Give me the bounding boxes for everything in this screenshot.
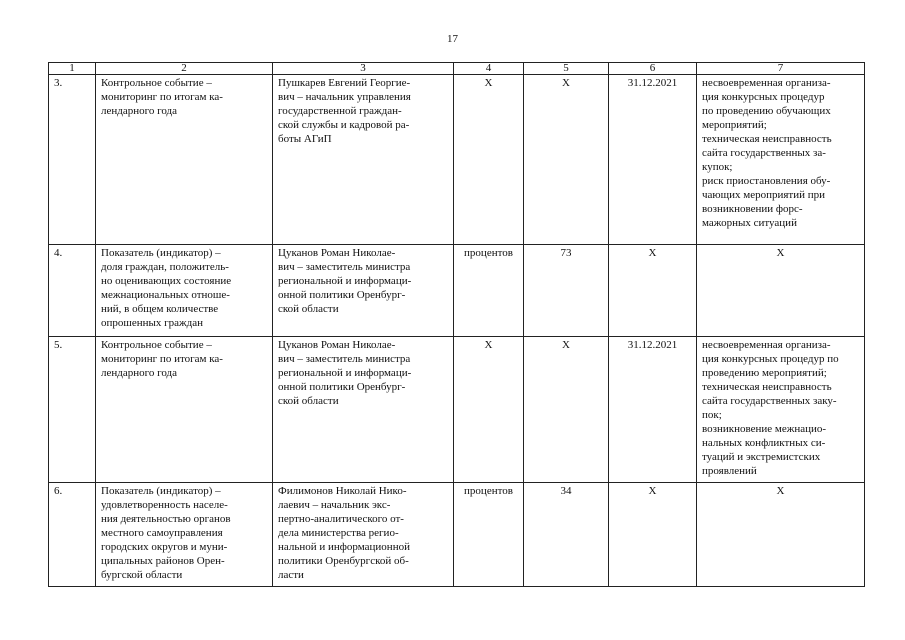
row-number-cell: 5. (49, 337, 96, 483)
event-name-cell (96, 75, 273, 245)
responsible-cell-line: Пушкарев Евгений Георгие- (278, 77, 411, 89)
risks-cell-line: по проведению обучающих (702, 105, 831, 117)
responsible-cell-line: политики Оренбургской об- (278, 555, 409, 567)
header-col-2: 2 (96, 63, 273, 75)
responsible-cell-line: ской службы и кадровой ра- (278, 119, 410, 131)
responsible-cell-line: вич – заместитель министра (278, 353, 411, 365)
unit-cell: Х (454, 75, 524, 245)
unit-cell: процентов (454, 483, 524, 587)
responsible-cell-line: Филимонов Николай Нико- (278, 485, 407, 497)
event-name-cell-line: местного самоуправления (101, 527, 223, 539)
header-col-3: 3 (273, 63, 454, 75)
event-name-cell-line: ния деятельностью органов (101, 513, 231, 525)
risks-cell (697, 483, 865, 587)
table-row (49, 337, 865, 483)
header-col-1: 1 (49, 63, 96, 75)
event-name-cell-line: ципальных районов Орен- (101, 555, 225, 567)
responsible-cell-line: пертно-аналитического от- (278, 513, 404, 525)
responsible-cell-line: региональной и информаци- (278, 367, 412, 379)
header-col-5: 5 (524, 63, 609, 75)
event-name-cell-line: Контрольное событие – (101, 339, 212, 351)
responsible-cell-line: лаевич – начальник экс- (278, 499, 391, 511)
responsible-cell-line: ласти (278, 569, 304, 581)
event-name-cell-line: Контрольное событие – (101, 77, 212, 89)
date-cell: 31.12.2021 (609, 75, 697, 245)
date-cell: 31.12.2021 (609, 337, 697, 483)
responsible-cell (273, 75, 454, 245)
risks-cell-line: купок; (702, 161, 733, 173)
header-row (49, 63, 865, 75)
event-name-cell (96, 337, 273, 483)
unit-cell: Х (454, 337, 524, 483)
event-name-cell-line: городских округов и муни- (101, 541, 228, 553)
header-col-4: 4 (454, 63, 524, 75)
responsible-cell (273, 337, 454, 483)
event-name-cell-line: мониторинг по итогам ка- (101, 91, 223, 103)
responsible-cell-line: ской области (278, 395, 339, 407)
risks-cell-line: проведению мероприятий; (702, 367, 827, 379)
event-name-cell-line: ний, в общем количестве (101, 303, 219, 315)
event-name-cell (96, 483, 273, 587)
value-cell: 73 (524, 245, 609, 337)
responsible-cell-line: дела министерства регио- (278, 527, 399, 539)
responsible-cell-line: региональной и информаци- (278, 275, 412, 287)
table-body (49, 75, 865, 587)
row-number-cell: 4. (49, 245, 96, 337)
risks-cell-line: мероприятий; (702, 119, 767, 131)
table-row (49, 245, 865, 337)
responsible-cell-line: ской области (278, 303, 339, 315)
risks-cell (697, 245, 865, 337)
event-name-cell-line: мониторинг по итогам ка- (101, 353, 223, 365)
unit-cell: процентов (454, 245, 524, 337)
risks-cell-line: техническая неисправность (702, 381, 832, 393)
table-row (49, 483, 865, 587)
risks-cell-line: возникновение межнацио- (702, 423, 827, 435)
responsible-cell-line: государственной граждан- (278, 105, 402, 117)
risks-cell-line: несвоевременная организа- (702, 77, 831, 89)
responsible-cell-line: Цуканов Роман Николае- (278, 339, 396, 351)
date-cell: Х (609, 245, 697, 337)
page-number: 17 (447, 33, 458, 45)
plan-table (48, 62, 865, 587)
header-col-6: 6 (609, 63, 697, 75)
responsible-cell (273, 483, 454, 587)
risks-cell-line: пок; (702, 409, 722, 421)
event-name-cell (96, 245, 273, 337)
value-cell: 34 (524, 483, 609, 587)
risks-cell-line: несвоевременная организа- (702, 339, 831, 351)
risks-cell-line: ция конкурсных процедур (702, 91, 825, 103)
risks-cell-line: Х (776, 485, 785, 497)
responsible-cell-line: онной политики Оренбург- (278, 289, 406, 301)
risks-cell-line: проявлений (702, 465, 757, 477)
event-name-cell-line: опрошенных граждан (101, 317, 204, 329)
responsible-cell-line: онной политики Оренбург- (278, 381, 406, 393)
value-cell: Х (524, 337, 609, 483)
risks-cell-line: нальных конфликтных си- (702, 437, 826, 449)
row-number-cell: 6. (49, 483, 96, 587)
event-name-cell-line: лендарного года (101, 105, 178, 117)
table-row (49, 75, 865, 245)
event-name-cell-line: Показатель (индикатор) – (101, 485, 221, 497)
risks-cell-line: чающих мероприятий при (702, 189, 826, 201)
risks-cell-line: возникновении форс- (702, 203, 803, 215)
event-name-cell-line: но оценивающих состояние (101, 275, 232, 287)
event-name-cell-line: Показатель (индикатор) – (101, 247, 221, 259)
responsible-cell-line: вич – заместитель министра (278, 261, 411, 273)
risks-cell-line: риск приостановления обу- (702, 175, 831, 187)
risks-cell-line: ция конкурсных процедур по (702, 353, 839, 365)
responsible-cell-line: боты АГиП (278, 133, 332, 145)
date-cell: Х (609, 483, 697, 587)
risks-cell-line: сайта государственных за- (702, 147, 826, 159)
event-name-cell-line: межнациональных отноше- (101, 289, 230, 301)
header-col-7: 7 (697, 63, 865, 75)
risks-cell-line: сайта государственных заку- (702, 395, 837, 407)
risks-cell (697, 337, 865, 483)
event-name-cell-line: доля граждан, положитель- (101, 261, 229, 273)
risks-cell-line: туаций и экстремистских (702, 451, 821, 463)
risks-cell-line: Х (776, 247, 785, 259)
responsible-cell-line: вич – начальник управления (278, 91, 411, 103)
responsible-cell-line: Цуканов Роман Николае- (278, 247, 396, 259)
event-name-cell-line: лендарного года (101, 367, 178, 379)
risks-cell (697, 75, 865, 245)
event-name-cell-line: удовлетворенность населе- (101, 499, 228, 511)
responsible-cell (273, 245, 454, 337)
row-number-cell: 3. (49, 75, 96, 245)
risks-cell-line: техническая неисправность (702, 133, 832, 145)
event-name-cell-line: бургской области (101, 569, 183, 581)
risks-cell-line: мажорных ситуаций (702, 217, 797, 229)
value-cell: Х (524, 75, 609, 245)
responsible-cell-line: нальной и информационной (278, 541, 410, 553)
